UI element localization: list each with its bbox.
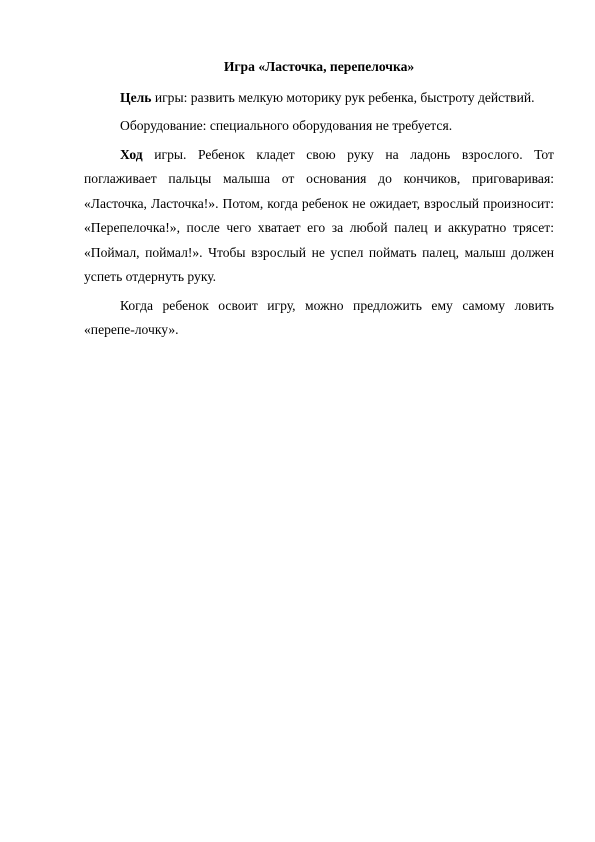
final-paragraph: Когда ребенок освоит игру, можно предложить ему самому ловить «перепе-лочку».	[84, 297, 554, 337]
procedure-paragraph	[84, 143, 554, 290]
document-title: Игра «Ласточка, перепелочка»	[223, 59, 415, 74]
procedure-label: Ход	[120, 146, 143, 162]
document-body	[84, 55, 554, 347]
equipment-paragraph: Оборудование: специального оборудования не требуется.	[120, 118, 453, 133]
goal-text: игры: развить мелкую моторику рук ребенка, быстроту действий.	[151, 89, 535, 105]
goal-paragraph	[84, 86, 554, 111]
procedure-text: игры. Ребенок кладет свою руку на ладонь взрослого. Тот поглаживает пальцы малыша от основания до кончиков, приговаривая: «Ласточка, Ласточка!». Потом, когда ребенок не ожидает, взрослый произносит: «Перепелочка!», после чего хватает его за любой палец и аккуратно трясет: «Поймал, поймал!». Чтобы взрослый не успел поймать палец, малыш должен успеть отдернуть руку.	[84, 146, 554, 284]
goal-label: Цель	[120, 89, 152, 105]
